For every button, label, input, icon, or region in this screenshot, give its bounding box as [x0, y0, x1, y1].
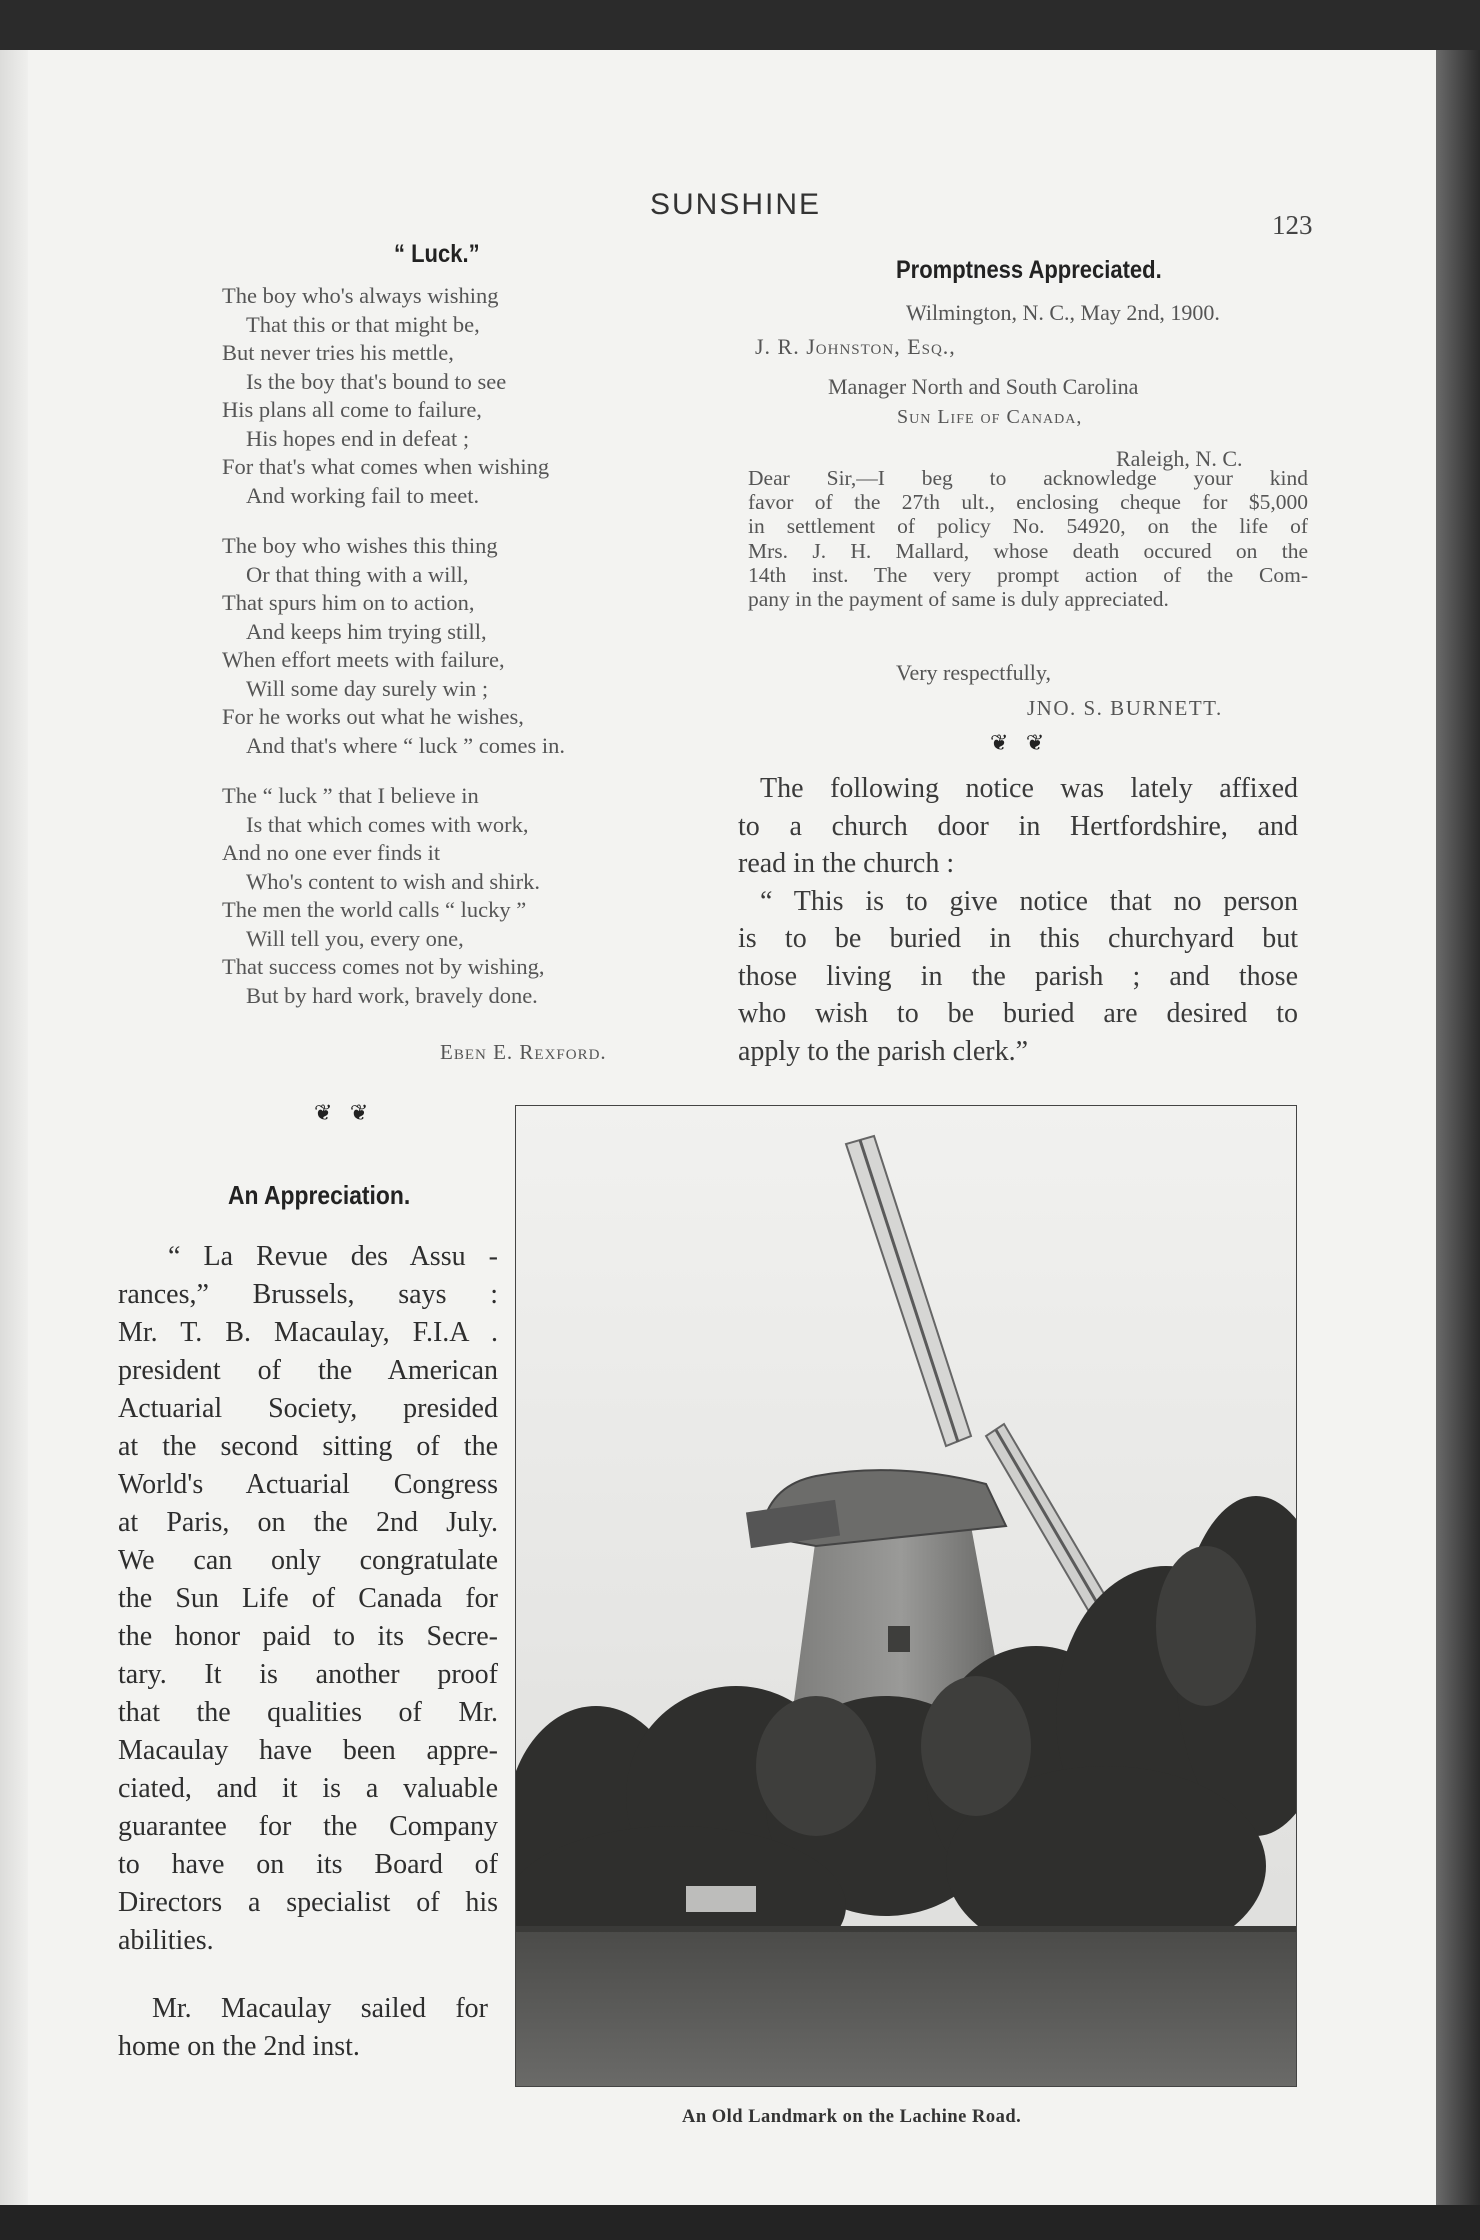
notice-line: is to be buried in this churchyard but [738, 923, 1298, 954]
running-head: SUNSHINE [650, 188, 822, 221]
poem-line: And working fail to meet. [246, 482, 480, 508]
appreciation-title: An Appreciation. [228, 1180, 411, 1210]
poem-line: The men the world calls “ lucky ” [222, 897, 527, 922]
letter-closing: Very respectfully, [896, 660, 1051, 685]
letter-signature: JNO. S. BURNETT. [1027, 696, 1223, 720]
letter-dateline: Wilmington, N. C., May 2nd, 1900. [906, 300, 1220, 325]
appreciation-line: at Paris, on the 2nd July. [118, 1507, 498, 1538]
church-notice [738, 770, 1298, 1070]
appreciation-closing [118, 1990, 488, 2066]
poem-line: Is that which comes with work, [246, 811, 529, 837]
appreciation-line: abilities. [118, 1925, 214, 1956]
poem-line: Or that thing with a will, [246, 561, 469, 587]
poem-author: Eben E. Rexford. [440, 1040, 607, 1064]
letter-addressee: J. R. Johnston, Esq., [755, 334, 956, 359]
appreciation-line: tary. It is another proof [118, 1659, 498, 1690]
poem-line: And keeps him trying still, [246, 618, 487, 644]
notice-line: those living in the parish ; and those [738, 960, 1298, 992]
poem-line: His plans all come to failure, [222, 397, 482, 422]
poem-line: But by hard work, bravely done. [246, 982, 538, 1008]
poem-stanza [222, 282, 682, 510]
poem-stanza [222, 532, 682, 760]
scan-border-bottom [0, 2205, 1480, 2240]
letter-body [748, 466, 1308, 611]
poem-line: That spurs him on to action, [222, 590, 475, 615]
appreciation-line: We can only congratulate [118, 1545, 498, 1576]
appreciation-line: Directors a specialist of his [118, 1887, 498, 1918]
appreciation-line: rances,” Brussels, says : [118, 1279, 498, 1310]
appreciation-closing-line: home on the 2nd inst. [118, 2031, 360, 2062]
page-number: 123 [1272, 210, 1313, 240]
ornament-divider: ❦ ❦ [314, 1100, 375, 1125]
appreciation-line: that the qualities of Mr. [118, 1697, 498, 1728]
ornament-divider: ❦ ❦ [990, 730, 1051, 755]
appreciation-line: Actuarial Society, presided [118, 1393, 498, 1424]
appreciation-line: Mr. T. B. Macaulay, F.I.A . [118, 1317, 498, 1348]
poem-line: Will tell you, every one, [246, 925, 464, 951]
poem-line: The boy who's always wishing [222, 283, 499, 308]
poem-line: Will some day surely win ; [246, 675, 489, 701]
windmill-photo [515, 1105, 1297, 2087]
poem-line: Is the boy that's bound to see [246, 368, 507, 394]
appreciation-line: president of the American [118, 1355, 498, 1386]
appreciation-line: at the second sitting of the [118, 1431, 498, 1462]
poem-line: That this or that might be, [246, 311, 480, 337]
poem-line: And no one ever finds it [222, 840, 441, 865]
poem-line: The “ luck ” that I believe in [222, 783, 479, 808]
letter-line: in settlement of policy No. 54920, on the life of [748, 514, 1308, 539]
notice-line: who wish to be buried are desired to [738, 998, 1298, 1029]
appreciation-line: to have on its Board of [118, 1849, 498, 1880]
notice-line: “ This is to give notice that no person [760, 885, 1298, 917]
poem-line: His hopes end in defeat ; [246, 425, 470, 451]
letter-line: Mrs. J. H. Mallard, whose death occured on the [748, 538, 1308, 563]
notice-line: to a church door in Hertfordshire, and [738, 810, 1298, 842]
letter-line: pany in the payment of same is duly appreciated. [748, 586, 1169, 611]
appreciation-line: “ La Revue des Assu - [168, 1241, 498, 1272]
poem-line: But never tries his mettle, [222, 340, 454, 365]
appreciation-line: guarantee for the Company [118, 1811, 498, 1842]
poem-line: That success comes not by wishing, [222, 954, 545, 979]
poem-line: Who's content to wish and shirk. [246, 868, 541, 894]
letter-line: Dear Sir,—I beg to acknowledge your kind [748, 466, 1308, 490]
letter-position: Manager North and South Carolina [828, 374, 1139, 399]
letter-city: Raleigh, N. C. [1116, 446, 1243, 471]
letter-line: 14th inst. The very prompt action of the Com- [748, 562, 1308, 587]
appreciation-line: World's Actuarial Congress [118, 1469, 498, 1500]
notice-line: apply to the parish clerk.” [738, 1035, 1029, 1067]
poem-title: “ Luck.” [394, 240, 480, 268]
scan-border-top [0, 0, 1480, 56]
appreciation-line: Macaulay have been appre- [118, 1735, 498, 1766]
poem-stanza [222, 782, 682, 1010]
letter-title: Promptness Appreciated. [896, 256, 1162, 284]
appreciation-line: the honor paid to its Secre- [118, 1621, 498, 1652]
letter-company: Sun Life of Canada, [897, 406, 1083, 428]
poem-body [222, 282, 682, 1032]
poem-line: The boy who wishes this thing [222, 533, 498, 558]
notice-line: The following notice was lately affixed [760, 773, 1298, 804]
poem-line: And that's where “ luck ” comes in. [246, 732, 565, 758]
scan-border-right [1436, 50, 1480, 2210]
letter-line: favor of the 27th ult., enclosing cheque for $5,000 [748, 490, 1308, 515]
windmill-illustration [516, 1106, 1296, 2086]
appreciation-line: ciated, and it is a valuable [118, 1773, 498, 1804]
appreciation-body [118, 1238, 498, 1960]
appreciation-closing-line: Mr. Macaulay sailed for [152, 1993, 488, 2024]
appreciation-line: the Sun Life of Canada for [118, 1583, 498, 1614]
notice-line: read in the church : [738, 848, 955, 879]
page-gutter [0, 50, 28, 2210]
poem-line: For that's what comes when wishing [222, 454, 550, 479]
photo-caption: An Old Landmark on the Lachine Road. [682, 2107, 1022, 2127]
poem-line: When effort meets with failure, [222, 647, 505, 672]
poem-line: For he works out what he wishes, [222, 704, 524, 729]
